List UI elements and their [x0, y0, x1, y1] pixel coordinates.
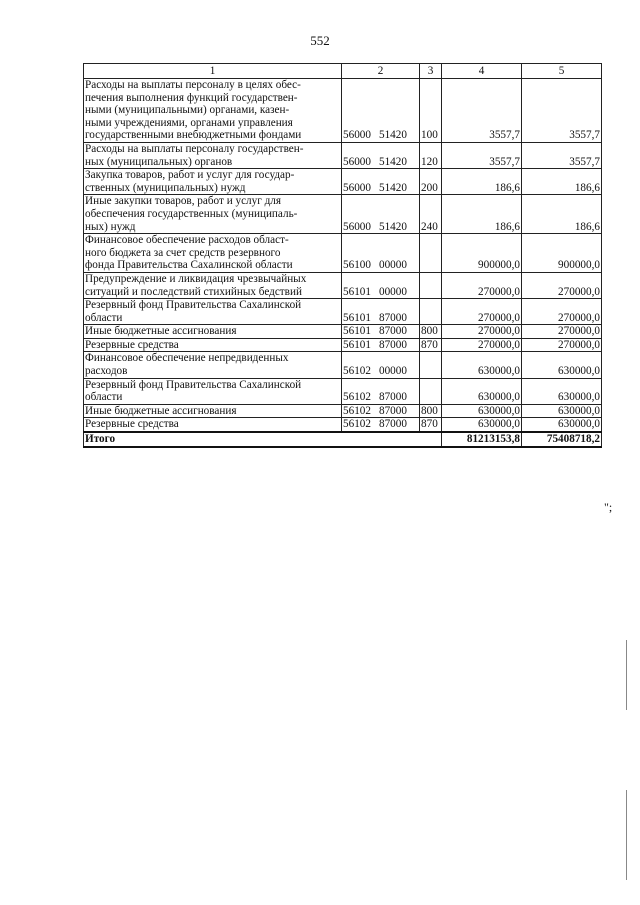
- table-row: [84, 352, 602, 378]
- row-sum-1: 270000,0: [442, 299, 522, 325]
- row-description: [84, 272, 342, 298]
- description-line: области: [85, 311, 123, 324]
- budget-table: [83, 63, 602, 448]
- row-sum-1: 630000,0: [442, 404, 522, 418]
- row-sum-2: 630000,0: [522, 378, 602, 404]
- code-program: 56000: [343, 220, 371, 233]
- row-sum-1: 3557,7: [442, 79, 522, 143]
- column-header: 2: [342, 64, 420, 79]
- row-sum-1: 270000,0: [442, 272, 522, 298]
- description-line: печения выполнения функций государствен-: [85, 91, 298, 104]
- row-description: [84, 234, 342, 273]
- column-header: 1: [84, 64, 342, 79]
- row-description: [84, 79, 342, 143]
- row-description: [84, 338, 342, 352]
- row-sum-2: 270000,0: [522, 325, 602, 339]
- code-direction: 00000: [378, 259, 407, 272]
- row-sum-1: 270000,0: [442, 338, 522, 352]
- table-header-row: [84, 64, 602, 79]
- code-program: 56101: [343, 285, 371, 298]
- total-row: [84, 432, 602, 447]
- row-target-code: [342, 169, 420, 195]
- code-program: 56102: [343, 391, 371, 404]
- code-direction: 00000: [378, 365, 407, 378]
- row-description: [84, 195, 342, 234]
- row-sum-2: 900000,0: [522, 234, 602, 273]
- row-sum-2: 270000,0: [522, 299, 602, 325]
- row-sum-2: 186,6: [522, 169, 602, 195]
- description-line: ного бюджета за счет средств резервного: [85, 246, 281, 259]
- code-program: 56000: [343, 129, 371, 142]
- row-expense-type: [420, 378, 442, 404]
- table-body: [84, 79, 602, 433]
- row-expense-type: 800: [420, 325, 442, 339]
- row-description: [84, 378, 342, 404]
- description-line: ными (муниципальными) органами, казен-: [85, 104, 290, 117]
- table-row: [84, 404, 602, 418]
- description-line: ными учреждениями, органами управления: [85, 116, 293, 129]
- row-target-code: [342, 378, 420, 404]
- column-header: 5: [522, 64, 602, 79]
- code-program: 56101: [343, 338, 371, 351]
- row-expense-type: 100: [420, 79, 442, 143]
- code-program: 56100: [343, 259, 371, 272]
- code-direction: 51420: [378, 181, 407, 194]
- row-expense-type: [420, 299, 442, 325]
- row-sum-1: 630000,0: [442, 418, 522, 432]
- row-target-code: [342, 195, 420, 234]
- description-line: ситуаций и последствий стихийных бедствий: [85, 285, 302, 298]
- row-description: [84, 404, 342, 418]
- code-direction: 87000: [378, 325, 407, 338]
- description-line: Закупка товаров, работ и услуг для государ-: [85, 169, 295, 182]
- description-line: ных) нужд: [85, 220, 136, 233]
- description-line: обеспечения государственных (муниципаль-: [85, 207, 298, 220]
- row-target-code: [342, 142, 420, 168]
- row-target-code: [342, 272, 420, 298]
- description-line: Резервные средства: [85, 418, 179, 431]
- row-sum-1: 186,6: [442, 169, 522, 195]
- total-sum-2: 75408718,2: [522, 432, 602, 447]
- code-program: 56101: [343, 325, 371, 338]
- table-row: [84, 79, 602, 143]
- row-sum-2: 630000,0: [522, 352, 602, 378]
- row-sum-2: 3557,7: [522, 142, 602, 168]
- row-sum-2: 186,6: [522, 195, 602, 234]
- description-line: Расходы на выплаты персоналу государствен-: [85, 142, 304, 155]
- row-expense-type: 240: [420, 195, 442, 234]
- description-line: ных (муниципальных) органов: [85, 155, 233, 168]
- row-description: [84, 142, 342, 168]
- code-program: 56000: [343, 181, 371, 194]
- table-row: [84, 234, 602, 273]
- code-direction: 87000: [378, 404, 407, 417]
- table-row: [84, 272, 602, 298]
- description-line: области: [85, 391, 123, 404]
- row-target-code: [342, 325, 420, 339]
- row-description: [84, 299, 342, 325]
- row-sum-2: 630000,0: [522, 418, 602, 432]
- description-line: Резервный фонд Правительства Сахалинской: [85, 378, 302, 391]
- code-program: 56000: [343, 155, 371, 168]
- table-row: [84, 195, 602, 234]
- row-target-code: [342, 299, 420, 325]
- row-target-code: [342, 79, 420, 143]
- scan-artifact: [626, 790, 627, 880]
- description-line: Иные закупки товаров, работ и услуг для: [85, 195, 282, 208]
- row-target-code: [342, 404, 420, 418]
- code-direction: 87000: [378, 311, 407, 324]
- description-line: Финансовое обеспечение расходов област-: [85, 234, 289, 247]
- description-line: фонда Правительства Сахалинской области: [85, 259, 293, 272]
- row-sum-2: 630000,0: [522, 404, 602, 418]
- description-line: Предупреждение и ликвидация чрезвычайных: [85, 272, 307, 285]
- total-label: Итого: [84, 432, 442, 447]
- code-direction: 87000: [378, 391, 407, 404]
- row-expense-type: [420, 272, 442, 298]
- scan-artifact: [626, 640, 627, 710]
- code-direction: 87000: [378, 338, 407, 351]
- row-expense-type: 200: [420, 169, 442, 195]
- code-direction: 87000: [378, 418, 407, 431]
- table-row: [84, 338, 602, 352]
- row-expense-type: [420, 352, 442, 378]
- row-sum-1: 270000,0: [442, 325, 522, 339]
- row-sum-2: 3557,7: [522, 79, 602, 143]
- row-expense-type: 870: [420, 338, 442, 352]
- row-description: [84, 418, 342, 432]
- row-sum-1: 3557,7: [442, 142, 522, 168]
- row-sum-2: 270000,0: [522, 272, 602, 298]
- code-direction: 51420: [378, 129, 407, 142]
- code-direction: 00000: [378, 285, 407, 298]
- description-line: Резервные средства: [85, 338, 179, 351]
- row-sum-2: 270000,0: [522, 338, 602, 352]
- row-expense-type: [420, 234, 442, 273]
- description-line: расходов: [85, 365, 128, 378]
- row-description: [84, 169, 342, 195]
- total-sum-1: 81213153,8: [442, 432, 522, 447]
- description-line: Иные бюджетные ассигнования: [85, 325, 237, 338]
- row-expense-type: 120: [420, 142, 442, 168]
- row-description: [84, 325, 342, 339]
- description-line: государственными внебюджетными фондами: [85, 129, 302, 142]
- code-program: 56102: [343, 404, 371, 417]
- closing-quote-mark: ";: [604, 500, 613, 514]
- code-direction: 51420: [378, 220, 407, 233]
- description-line: Расходы на выплаты персоналу в целях обес-: [85, 79, 301, 91]
- row-description: [84, 352, 342, 378]
- row-expense-type: 870: [420, 418, 442, 432]
- description-line: Резервный фонд Правительства Сахалинской: [85, 299, 302, 312]
- code-direction: 51420: [378, 155, 407, 168]
- column-header: 4: [442, 64, 522, 79]
- row-sum-1: 630000,0: [442, 352, 522, 378]
- description-line: Финансовое обеспечение непредвиденных: [85, 352, 289, 365]
- row-sum-1: 186,6: [442, 195, 522, 234]
- row-target-code: [342, 338, 420, 352]
- code-program: 56102: [343, 365, 371, 378]
- row-target-code: [342, 234, 420, 273]
- row-sum-1: 900000,0: [442, 234, 522, 273]
- row-target-code: [342, 418, 420, 432]
- page-number: 552: [310, 33, 330, 48]
- description-line: Иные бюджетные ассигнования: [85, 404, 237, 417]
- table-row: [84, 418, 602, 432]
- table-row: [84, 169, 602, 195]
- table-row: [84, 142, 602, 168]
- row-expense-type: 800: [420, 404, 442, 418]
- column-header: 3: [420, 64, 442, 79]
- table-row: [84, 325, 602, 339]
- description-line: ственных (муниципальных) нужд: [85, 181, 246, 194]
- table-row: [84, 299, 602, 325]
- code-program: 56102: [343, 418, 371, 431]
- row-target-code: [342, 352, 420, 378]
- table-row: [84, 378, 602, 404]
- code-program: 56101: [343, 311, 371, 324]
- row-sum-1: 630000,0: [442, 378, 522, 404]
